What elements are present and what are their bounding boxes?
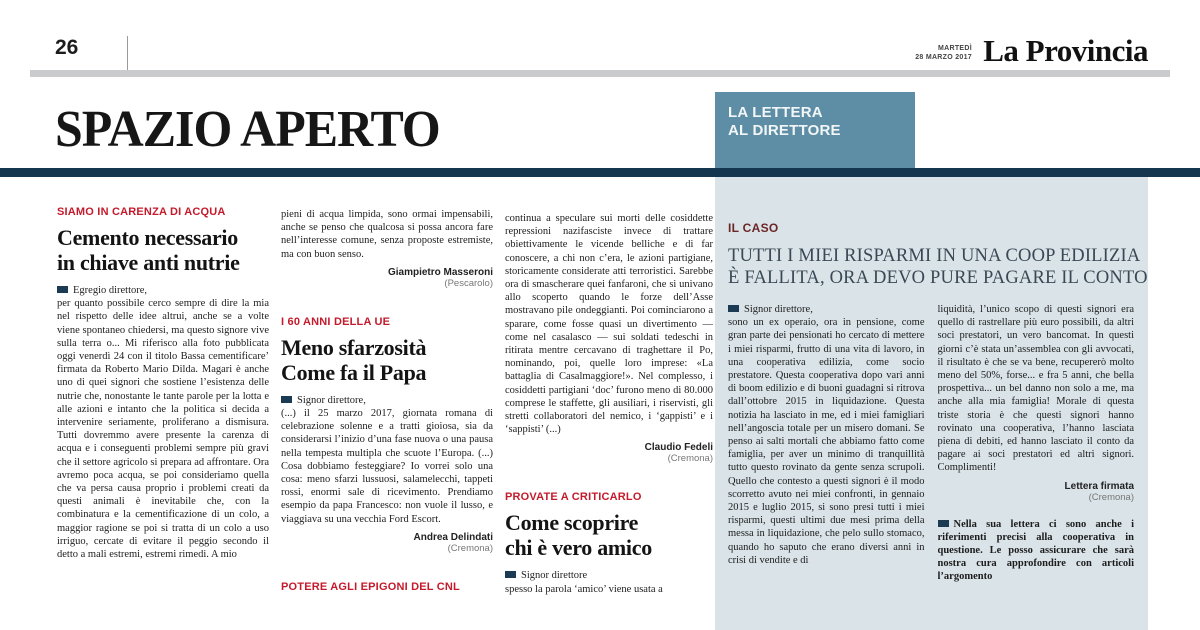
letter-bullet-icon xyxy=(57,286,68,293)
kicker-60-anni-ue: I 60 ANNI DELLA UE xyxy=(281,315,391,328)
header-rule xyxy=(30,70,1170,77)
case-salutation-text: Signor direttore, xyxy=(744,304,813,315)
letters-columns xyxy=(57,200,713,630)
section-rule xyxy=(0,168,1200,177)
headline-papa-line1: Meno sfarzosità xyxy=(281,334,427,360)
case-panel xyxy=(715,177,1148,630)
section-title: SPAZIO APERTO xyxy=(55,101,440,158)
letter1-body: per quanto possibile cerco sempre di dire la mia nel rispetto delle idee altrui, anche se a volte viene spontaneo chiedersi, ma questo signore vive sulla terra o... Mi riferisco alla foto pubblicata oggi venerdì 24 con il titolo Bassa cementificare’ firmata da Roberto Mario Dilda. Magari è anche uno di quei signori che sostiene l’esistenza delle nutrie che, nonostante le tante parole per la lotta e alle azioni e intanto che la politica si decida a intervenire seriamente, proliferano a dismisura. Tutti dovremmo avere presente la carenza di acqua e i conseguenti problemi sempre più gravi che il settore agricolo si prepara ad affrontare. Ora avremo poca acqua, se poi consideriamo quella che va persa causa proprio i problemi creati da questi animali è inevitabile che, con la combinatura e la cementificazione di un colo, a maggior ragione se poi si tratta di un colo a uso irriguo, cercate di evitare il peggio secondo il detto a mali estremi, estremi rimedi. A mio xyxy=(57,298,269,561)
masthead-logo: La Provincia xyxy=(983,33,1148,68)
letter3-signature: Claudio Fedeli xyxy=(644,442,713,454)
letter2-salutation-text: Signor direttore, xyxy=(297,394,366,406)
weekday-label: MARTEDÌ xyxy=(938,45,972,52)
headline-cemento-line1: Cemento necessario xyxy=(57,225,238,250)
page-number-divider xyxy=(127,36,128,72)
letters-column-3 xyxy=(505,200,713,630)
headline-cemento-line2: in chiave anti nutrie xyxy=(57,250,240,275)
case-headline xyxy=(728,245,1148,289)
letter-bullet-icon xyxy=(505,571,516,578)
case-column-1 xyxy=(728,303,925,584)
headline-papa xyxy=(281,335,493,385)
letter-bullet-icon xyxy=(728,305,739,312)
editor-reply xyxy=(938,518,1135,584)
letter-to-director-box xyxy=(715,92,915,168)
case-headline-line1: TUTTI I MIEI RISPARMI IN UNA COOP EDILIZIA xyxy=(728,246,1141,266)
kicker-provate-criticarlo: PROVATE A CRITICARLO xyxy=(505,491,642,504)
letter3-body: continua a speculare sui morti delle cosiddette repressioni nazifasciste invece di trattare obiettivamente le vicende belliche e di far conoscere, a chi non c’era, le azioni partigiane, storicamente considerate atti terroristici. Sarebbe ora di smascherare quei fanfaroni, che si univano allo scoperto quando le forze dell’Asse mostravano pile ondeggianti. Poi cominciarono a sparare, come fosse quasi un divertimento — come nel casalasco — sui soldati tedeschi in ritirata mentre cercavano di traghettare il Po, nominando, poi, quelle loro imprese: «La battaglia di Casalmaggiore!». Nel complesso, i cosiddetti partigiani ‘doc’ furono meno di 80.000 comprese le staffette, gli ausiliari, i riservisti, gli stretti collaboratori del nemico, i ‘gappisti’ e i ‘sappisti’ (...) xyxy=(505,213,713,436)
letter2-location: (Cremona) xyxy=(447,542,493,554)
letter1-salutation xyxy=(57,284,269,297)
case-inner xyxy=(715,177,1148,584)
letter4-body: spesso la parola ‘amico’ viene usata a xyxy=(505,583,663,595)
letter1-salutation-text: Egregio direttore, xyxy=(73,285,148,296)
letter4-salutation xyxy=(505,569,713,582)
letter-bullet-icon xyxy=(938,520,949,527)
letter2-salutation xyxy=(281,394,493,407)
page-number: 26 xyxy=(55,36,79,59)
case-columns xyxy=(728,303,1134,584)
letter1-signature: Giampietro Masseroni xyxy=(387,266,493,278)
editor-reply-text: Nella sua lettera ci sono anche i riferimenti precisi alla cooperativa in questione. Le posso assicurare che sarà nostra cura approfondire con articoli l’argomento xyxy=(937,518,1134,583)
case-kicker: IL CASO xyxy=(728,221,779,235)
date-label: 28 MARZO 2017 xyxy=(915,54,972,61)
headline-papa-line2: Come fa il Papa xyxy=(281,359,427,385)
case-signature: Lettera firmata xyxy=(1064,480,1134,492)
kicker-epigoni-cnl: POTERE AGLI EPIGONI DEL CNL xyxy=(281,580,460,593)
case-column-2 xyxy=(938,303,1135,584)
date-block xyxy=(915,44,972,62)
case-body-col1: sono un ex operaio, ora in pensione, come gran parte dei pensionati ho cercato di mettere i miei risparmi, frutto di una vita di lavoro, in una cooperativa edilizia, come socio prestatore. Questa cooperativa dopo vari anni di boom edilizio e di buoni guadagni si ritrova dall’ottobre 2015 in liquidazione. Questa notizia ha lasciato in me, ed i miei famigliari nell’angoscia totale per un misero domani. Se penso ai salti mortali che abbiamo fatto come famiglia, per aver un minimo di tranquillità tutto questo rovinato da gente senza scrupoli. Quello che contesto a questi signori è il modo scorretto avuto nei miei confronti, in gennaio 2015 e luglio 2015, si sono presi tutti i miei risparmi, questi ultimi due mesi prima della messa in liquidazione, che pelo sullo stomaco, quando ho saputo che erano diversi anni in crisi di vendite e di xyxy=(728,317,925,566)
letter3-location: (Cremona) xyxy=(667,453,713,465)
headline-cemento xyxy=(57,225,269,275)
letter2-body: (...) il 25 marzo 2017, giornata romana di celebrazione solenne e a tratti gioiosa, sia da considerarsi l’inizio d’una fase nuova o una pausa nella tempesta multipla che scuote l’Europa. (...) Cosa dobbiamo festeggiare? Io vorrei solo una cosa: meno sfarzi lussuosi, salamelecchi, tappeti rossi, enormi sale di ricevimento. Prendiamo esempio da papa Francesco: non vuole il lusso, e viaggiava su una vecchia Ford Escort. xyxy=(281,408,493,525)
case-headline-line2: È FALLITA, ORA DEVO PURE PAGARE IL CONTO xyxy=(728,268,1148,288)
headline-vero-amico-line2: chi è vero amico xyxy=(505,535,652,561)
letter-box-line2: AL DIRETTORE xyxy=(728,122,841,139)
letter1-location: (Pescarolo) xyxy=(444,277,493,289)
case-body-col2: liquidità, l’unico scopo di questi signori era quello di rastrellare più euro possibili, da altri soci prestatori, un vero bancomat. In questi giorni c’è stata un’assemblea con gli avvocati, il risultato è che se va bene, recupererò molto meno del 50%, forse... e fra 5 anni, che bella prospettiva... un bel danno non solo a me, ma anche alla mia famiglia! Morale di questa triste storia è che questi signori hanno rovinato una cooperativa, l’hanno lasciata piena di debiti, ed hanno lasciato il conto da pagare ai soci prestatori ed altri signori. Complimenti! xyxy=(937,304,1134,474)
letter4-salutation-text: Signor direttore xyxy=(521,570,588,582)
letters-column-2 xyxy=(281,200,493,630)
headline-vero-amico-line1: Come scoprire xyxy=(505,510,639,536)
case-location: (Cremona) xyxy=(1088,491,1134,503)
letter2-signature: Andrea Delindati xyxy=(413,531,493,543)
letter-bullet-icon xyxy=(281,396,292,403)
kicker-carenza-acqua: SIAMO IN CARENZA DI ACQUA xyxy=(57,206,226,218)
letter1-body-continued: pieni di acqua limpida, sono ormai impensabili, anche se penso che qualcosa si possa ancora fare nell’interesse comune, senza proposte estremiste, ma con buon senso. xyxy=(281,209,493,260)
letter-box-line1: LA LETTERA xyxy=(728,104,823,121)
letters-column-1 xyxy=(57,200,269,630)
headline-vero-amico xyxy=(505,510,713,560)
case-salutation xyxy=(728,303,925,316)
